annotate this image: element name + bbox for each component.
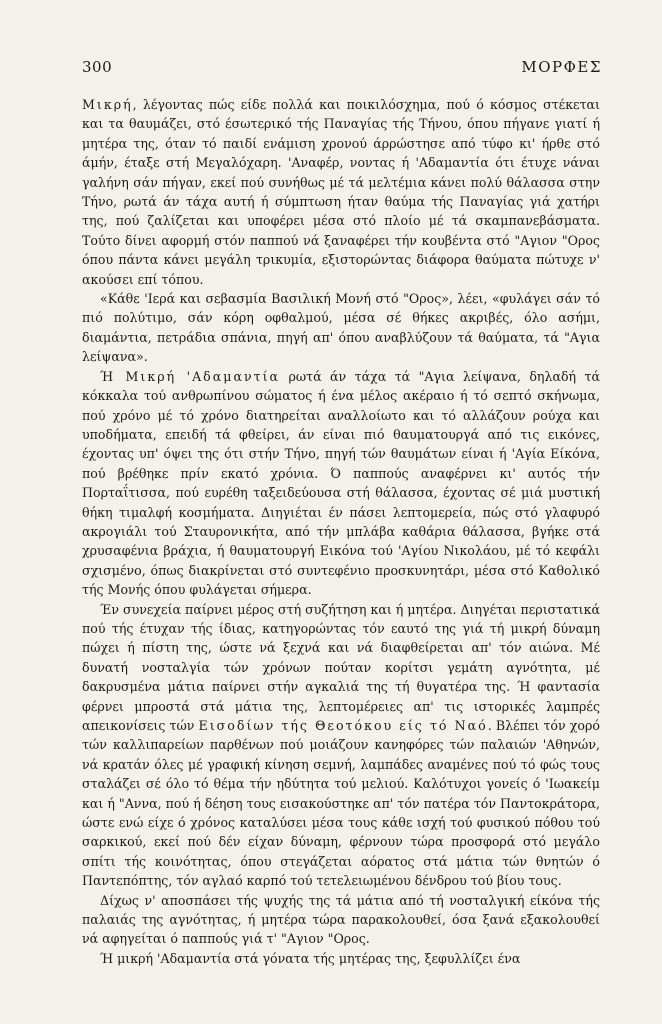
paragraph-text: ρωτά άν τάχα τά "Αγια λείψανα, δηλαδή τά κόκκαλα τού ανθρωπίνου σώματος ή ένα μέλος ακέραιο ή τό σεπτό σκήνωμα, πού χρόνο μέ τό χρόνο διατηρείται αναλλοίωτο και τό αλλάζουν ρούχα και υποδήματα, επειδή τά φθείρει, άν είναι πιό θαυματουργά από τις εικόνες, έχοντας υπ' όψει της ότι στήν Τήνο, πηγή τών θαυμάτων είναι ή 'Αγία Είκόνα, πού βρέθηκε πρίν εκατό χρόνια. Ό παππούς αναφέρνει κι' αυτός τήν Πορταΐτισσα, πού ευρέθη ταξειδεύουσα στή θάλασσα, έχοντας σέ μιά μυστική θήκη τιμαλφή κοσμήματα. Διηγιέται έν πάσει λεπτομερεία, πώς στό γλαφυρό ακρογιάλι τού Σταυρονικήτα, από τήν μπλάβα καθάρια θάλασσα, βγήκε στά χρυσαφένια βράχια, ή θαυματουργή Εικόνα τού 'Αγίου Νικολάου, μέ τό κεφάλι σχισμένο, όπως διακρίνεται στό συντεφένιο προσκυνητάρι, μέσα στό Καθολικό τής Μονής όπου φυλάγεται σήμερα.: [82, 368, 600, 598]
paragraph: [82, 289, 600, 367]
paragraph: [82, 891, 600, 949]
paragraph-text: . Βλέπει τόν χορό τών καλλιπαρείων παρθένων πού μοιάζουν κανηφόρες τών παλαιών 'Αθηνών, νά κρατάν όλες μέ γραφική κίνηση σεμνή, λαμπάδες αναμένες πού τό φώς τους σταλάζει σέ όλο τό θέμα τήν ηδύτητα τού μελιού. Καλότυχοι γονείς ό 'Ιωακείμ και ή "Αννα, πού ή δέηση τους εισακούστηκε απ' τόν πατέρα τόν Παντοκράτορα, ώστε ενώ είχε ό χρόνος καταλύσει μέσα τους κάθε ισχή τού φυσικού πόθου τού σαρκικού, εκεί πού δέν είχαν δύναμη, φέρνουν τώρα προσφορά στό μεγάλο σπίτι τής κοινότητας, όπου στεγάζεται αόρατος στά μάτια τών θνητών ό Παντεπόπτης, τόν αγλαό καρπό τού τετελειωμένου δένδρου τού βίου τους.: [82, 718, 600, 889]
paragraph: [82, 95, 600, 289]
running-title: ΜΟΡΦΕΣ: [521, 58, 602, 76]
paragraph-lead: Ή Μικρή 'Αδαμαντία: [100, 368, 281, 384]
body-text: [82, 95, 600, 968]
paragraph-text: , λέγοντας πώς είδε πολλά και ποικιλόσχημα, πού ό κόσμος στέκεται και τα θαυμάζει, στό έσωτερικό τής Παναγίας τής Τήνου, όπου πήγανε γιατί ή μητέρα της, όταν τό παιδί ενάμιση χρονού άρρώστησε από τύφο κι' ήρθε στό άμήν, έταξε στή Μεγαλόχαρη. 'Αναφέρ, νοντας ή 'Αδαμαντία ότι έτυχε νάναι γαλήνη σάν πήγαν, εκεί πού συνήθως μέ τά μελτέμια κάνει πολύ θάλασσα στην Τήνο, ρωτά άν τάχα αυτή ή σύμπτωση ήταν θαύμα τής Παναγίας γιά χατήρι της, πού ζαλίζεται και υποφέρει μέσα στό πλοίο μέ τά σκαμπανεβάσματα. Τούτο δίνει αφορμή στόν παππού νά ξαναφέρει τήν κουβέντα στό "Αγιον "Ορος όπου πάντα κάνει μεγάλη τρικυμία, εξιστορώντας διάφορα θαύματα πώτυχε ν' ακούσει επί τόπου.: [82, 97, 600, 287]
paragraph: [82, 367, 600, 600]
paragraph-emphasis: Εισοδίων τής Θεοτόκου είς τό Ναό: [198, 718, 488, 733]
paragraph-text: «Κάθε 'Ιερά και σεβασμία Βασιλική Μονή στό "Ορος», λέει, «φυλάγει σάν τό πιό πολύτιμο, σάν κόρη οφθαλμού, μέσα σέ θήκες ακριβές, όλο ασήμι, διαμάντια, πετράδια σπάνια, πηγή απ' όπου αναβλύζουν τά θαύματα, τά "Αγια λείψανα».: [82, 291, 600, 365]
paragraph-text: Έν συνεχεία παίρνει μέρος στή συζήτηση και ή μητέρα. Διηγέται περιστατικά πού τής έτυχαν τής ίδιας, κατηγορώντας τόν εαυτό της γιά τή μικρή δύναμη πώχει ή πίστη της, ώστε νά ξεχνά και νά διαφθείρεται απ' τόν αιώνα. Μέ δυνατή νοσταλγία τών χρόνων πούταν κορίτσι γεμάτη αγνότητα, μέ δακρυσμένα μάτια παίρνει στήν αγκαλιά της τή θυγατέρα της. Ή φαντασία φέρνει μπροστά στά μάτια της, λεπτομέρειες απ' τις ιστορικές λαμπρές απεικονίσεις τών: [82, 601, 600, 733]
page-number: 300: [82, 58, 113, 76]
paragraph-text: Ή μικρή 'Αδαμαντία στά γόνατα τής μητέρας της, ξεφυλλίζει ένα: [100, 950, 521, 966]
paragraph-lead: Μικρή: [82, 97, 133, 112]
page-header: [82, 58, 602, 80]
paragraph: [82, 949, 600, 968]
paragraph-text: Δίχως ν' αποσπάσει τής ψυχής της τά μάτια από τή νοσταλγική είκόνα τής παλαιάς της αγνότητας, ή μητέρα τώρα παρακολουθεί, όσα ξανά εξακολουθεί νά αφηγείται ό παππούς γιά τ' "Αγιον "Ορος.: [82, 892, 600, 947]
paragraph: [82, 600, 600, 891]
